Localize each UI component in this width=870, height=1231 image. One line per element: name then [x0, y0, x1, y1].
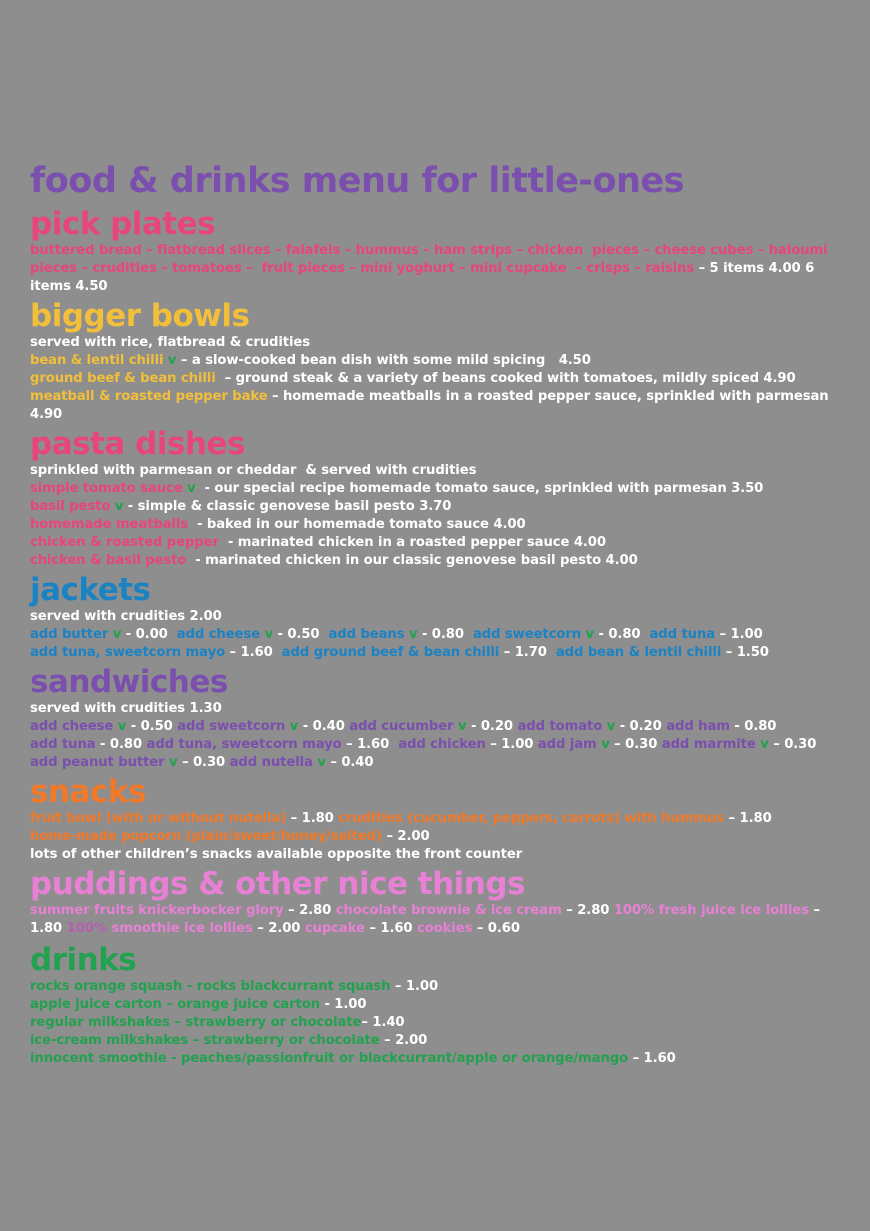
menu-line [30, 498, 848, 516]
menu-text: buttered bread – flatbread slices – falafels – hummus – ham strips – chicken pieces – cheese cubes – haloumi pieces – crudities – tomatoes – fruit pieces – mini yoghurt – mini cupcake – crisps – raisins [30, 243, 833, 276]
menu-text: add marmite [661, 737, 761, 752]
menu-text: ground beef & bean chilli [30, 371, 221, 386]
menu-text: homemade meatballs [30, 517, 193, 532]
menu-text: fruit bowl (with or without nutella) [30, 811, 287, 826]
vegetarian-mark: v [117, 719, 127, 734]
menu-text: served with crudities 2.00 [30, 609, 222, 624]
menu-text: – 0.30 [609, 737, 662, 752]
vegetarian-mark: v [760, 737, 769, 752]
menu-text: add sweetcorn [472, 627, 586, 642]
menu-line [30, 978, 848, 996]
menu-text: – 1.60 [364, 921, 417, 936]
section-jackets [30, 572, 848, 662]
menu-text: add tuna [30, 737, 96, 752]
section-pick-plates [30, 206, 848, 296]
menu-text: add cheese [30, 719, 118, 734]
menu-text: 100% fresh juice ice lollies [613, 903, 809, 918]
section-title-puddings: puddings & other nice things [30, 866, 526, 902]
menu-text: add sweetcorn [177, 719, 290, 734]
menu-text: home-made popcorn (plain/sweet/honey/salted) [30, 829, 382, 844]
section-title-drinks: drinks [30, 942, 137, 978]
menu-text: add beans [328, 627, 409, 642]
menu-text: add peanut butter [30, 755, 169, 770]
vegetarian-mark: v [408, 627, 418, 642]
menu-text: - simple & classic genovese basil pesto 3.70 [123, 499, 452, 514]
menu-text: - 0.80 [417, 627, 473, 642]
menu-line [30, 828, 848, 846]
menu-line [30, 242, 848, 296]
menu-text: - our special recipe homemade tomato sauce, sprinkled with parmesan 3.50 [195, 481, 764, 496]
menu-text: – 1.60 [341, 737, 399, 752]
vegetarian-mark: v [585, 627, 594, 642]
menu-line [30, 370, 848, 388]
menu-line [30, 552, 848, 570]
menu-text: – 2.80 [283, 903, 336, 918]
menu-text: 100% [66, 921, 107, 936]
menu-text: add nutella [229, 755, 318, 770]
menu-text: add jam [537, 737, 602, 752]
menu-line [30, 700, 848, 718]
menu-text: lots of other children’s snacks available opposite the front counter [30, 847, 523, 862]
menu-line [30, 846, 848, 864]
menu-text: – 2.00 [381, 829, 430, 844]
menu-text: add cucumber [349, 719, 458, 734]
menu-text: - 0.80 [95, 737, 147, 752]
menu-text: – 0.60 [472, 921, 520, 936]
menu-text: – homemade meatballs in a roasted pepper sauce, sprinkled with parmesan 4.90 [30, 389, 834, 422]
menu-text: – 1.70 [499, 645, 556, 660]
section-pasta-dishes [30, 426, 848, 570]
menu-text: - marinated chicken in our classic genovese basil pesto 4.00 [190, 553, 638, 568]
menu-text: – 1.80 [286, 811, 339, 826]
menu-text: – a slow-cooked bean dish with some mild spicing 4.50 [176, 353, 591, 368]
menu-text: sprinkled with parmesan or cheddar & served with crudities [30, 463, 477, 478]
menu-text: add tomato [517, 719, 607, 734]
menu-text: - 0.40 [298, 719, 350, 734]
section-title-snacks: snacks [30, 774, 146, 810]
menu-text: add bean & lentil chilli [555, 645, 722, 660]
menu-text: innocent smoothie - peaches/passionfruit or blackcurrant/apple or orange/mango [30, 1051, 629, 1066]
menu-text: smoothie ice lollies [106, 921, 253, 936]
menu-title: food & drinks menu for little-ones [30, 161, 684, 201]
vegetarian-mark: v [457, 719, 467, 734]
section-puddings [30, 866, 848, 938]
menu-text: - 1.00 [319, 997, 367, 1012]
menu-text: simple tomato sauce [30, 481, 188, 496]
menu-text: summer fruits knickerbocker glory [30, 903, 284, 918]
menu-line [30, 388, 848, 424]
menu-text: regular milkshakes – strawberry or chocolate [30, 1015, 362, 1030]
menu-text: cupcake [304, 921, 365, 936]
menu-line [30, 718, 848, 736]
menu-line [30, 334, 848, 352]
menu-text: served with crudities 1.30 [30, 701, 222, 716]
menu-line [30, 626, 848, 644]
menu-text: ice-cream milkshakes – strawberry or chocolate [30, 1033, 380, 1048]
section-title-jackets: jackets [30, 572, 151, 608]
menu-text: add cheese [176, 627, 265, 642]
menu-text: - 0.80 [729, 719, 777, 734]
menu-text: add butter [30, 627, 113, 642]
menu-line [30, 534, 848, 552]
menu-text: add ham [666, 719, 730, 734]
menu-text: served with rice, flatbread & crudities [30, 335, 310, 350]
menu-text: - 0.00 [121, 627, 177, 642]
vegetarian-mark: v [114, 499, 124, 514]
menu-text: - 0.80 [594, 627, 650, 642]
vegetarian-mark: v [264, 627, 273, 642]
menu-line [30, 736, 848, 754]
section-title-pick-plates: pick plates [30, 206, 216, 242]
menu-text: – 1.80 [30, 903, 825, 936]
menu-text: add tuna [649, 627, 716, 642]
menu-line [30, 1032, 848, 1050]
menu-text: – 1.40 [361, 1015, 405, 1030]
menu-text: – 2.80 [561, 903, 614, 918]
menu-text: – 0.30 [768, 737, 817, 752]
menu-text: add ground beef & bean chilli [281, 645, 500, 660]
menu-text: – 0.30 [177, 755, 230, 770]
menu-text: – 1.00 [390, 979, 439, 994]
menu-text: – 1.60 [225, 645, 282, 660]
menu-line [30, 1050, 848, 1068]
section-title-sandwiches: sandwiches [30, 664, 228, 700]
menu-text: – 1.80 [724, 811, 772, 826]
menu-text: – 1.50 [721, 645, 769, 660]
menu-text: bean & lentil chilli [30, 353, 168, 368]
menu-line [30, 480, 848, 498]
menu-text: – 1.00 [715, 627, 763, 642]
menu-text: meatball & roasted pepper bake [30, 389, 268, 404]
menu-line [30, 1014, 848, 1032]
menu-line [30, 608, 848, 626]
menu-text: - 0.50 [272, 627, 329, 642]
menu-text: add tuna, sweetcorn mayo [30, 645, 226, 660]
menu-text: - 0.20 [615, 719, 667, 734]
menu-line [30, 810, 848, 828]
section-snacks [30, 774, 848, 864]
menu-line [30, 352, 848, 370]
menu-text: – 2.00 [379, 1033, 428, 1048]
menu-line [30, 644, 848, 662]
menu-text: add tuna, sweetcorn mayo [146, 737, 342, 752]
vegetarian-mark: v [289, 719, 299, 734]
vegetarian-mark: v [601, 737, 610, 752]
vegetarian-mark: v [112, 627, 122, 642]
menu-text: - 0.50 [126, 719, 178, 734]
vegetarian-mark: v [187, 481, 196, 496]
menu-text: chicken & basil pesto [30, 553, 191, 568]
menu-text: – 1.00 [485, 737, 538, 752]
menu [30, 158, 848, 1068]
menu-text: – 1.60 [628, 1051, 676, 1066]
section-sandwiches [30, 664, 848, 772]
section-drinks [30, 942, 848, 1068]
menu-line [30, 754, 848, 772]
menu-text: chocolate brownie & ice cream [335, 903, 562, 918]
menu-text: chicken & roasted pepper [30, 535, 224, 550]
vegetarian-mark: v [169, 755, 178, 770]
vegetarian-mark: v [606, 719, 616, 734]
menu-text: – ground steak & a variety of beans cooked with tomatoes, mildly spiced 4.90 [220, 371, 796, 386]
menu-text: rocks orange squash - rocks blackcurrant squash [30, 979, 391, 994]
vegetarian-mark: v [317, 755, 326, 770]
section-title-bigger-bowls: bigger bowls [30, 298, 250, 334]
menu-line [30, 996, 848, 1014]
menu-text: - marinated chicken in a roasted pepper sauce 4.00 [223, 535, 606, 550]
menu-text: add chicken [398, 737, 486, 752]
menu-text: – 5 items 4.00 6 items 4.50 [30, 261, 819, 294]
section-title-pasta-dishes: pasta dishes [30, 426, 245, 462]
vegetarian-mark: v [167, 353, 177, 368]
menu-text: crudities (cucumber, peppers, carrots) with hummus [338, 811, 725, 826]
menu-line [30, 462, 848, 480]
menu-text: – 0.40 [325, 755, 374, 770]
section-bigger-bowls [30, 298, 848, 424]
menu-line [30, 516, 848, 534]
menu-text: basil pesto [30, 499, 115, 514]
menu-text: apple juice carton – orange juice carton [30, 997, 320, 1012]
menu-text: - 0.20 [466, 719, 518, 734]
menu-text: – 2.00 [252, 921, 305, 936]
menu-text: - baked in our homemade tomato sauce 4.00 [192, 517, 526, 532]
menu-sections [30, 206, 848, 1068]
menu-line [30, 902, 848, 938]
menu-text: cookies [417, 921, 473, 936]
